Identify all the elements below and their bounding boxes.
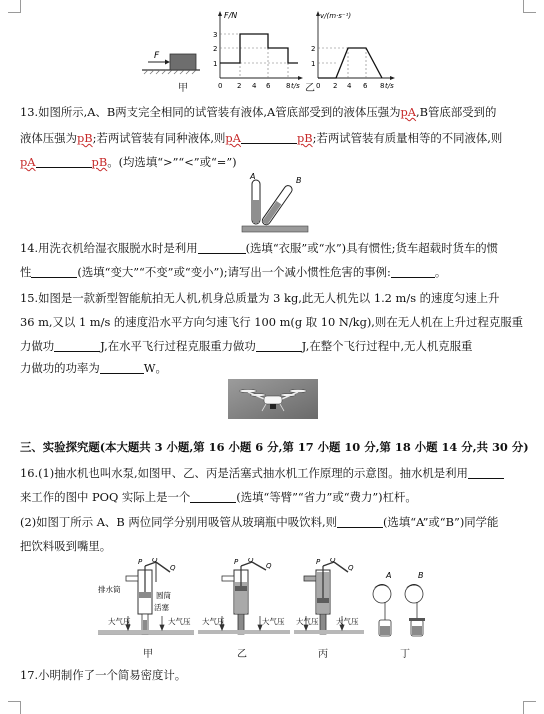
svg-text:大气压: 大气压: [262, 617, 285, 626]
answer-blank[interactable]: [468, 467, 504, 479]
x-tick: 2: [333, 82, 338, 90]
y-axis-label: v/(m·s⁻¹): [320, 12, 352, 20]
tube-label: B: [296, 176, 302, 185]
figure-caption: 甲: [178, 83, 188, 94]
answer-blank[interactable]: [337, 516, 383, 528]
svg-text:Q: Q: [170, 564, 176, 572]
answer-blank[interactable]: [31, 266, 77, 278]
svg-text:大气压: 大气压: [202, 617, 225, 626]
q13-line-3: pA pB。(均选填“>”“<”或“=”): [20, 155, 237, 169]
label-atm: 大气压: [108, 617, 131, 626]
answer-blank[interactable]: [54, 340, 100, 352]
y-tick: 1: [311, 60, 316, 68]
q13-line-1: 13.如图所示,A、B两支完全相同的试管装有液体,A管底部受到的液体压强为pA,B管底部受到的: [20, 105, 497, 119]
q15-line-3: 力做功 J,在水平飞行过程克服重力做功 J,在整个飞行过程中,无人机克服重: [20, 339, 473, 353]
svg-text:P: P: [234, 558, 239, 566]
answer-blank[interactable]: [391, 266, 435, 278]
pump-yi: [198, 558, 290, 634]
x-unit: t/s: [385, 82, 394, 90]
pump-figure: [98, 558, 448, 642]
answer-blank[interactable]: [190, 491, 236, 503]
corner-mark: [523, 0, 536, 13]
figure-caption: 乙: [305, 83, 315, 94]
y-axis-label: F/N: [224, 11, 238, 20]
section-title: 三、实验探究题(本大题共 3 小题,第 16 小题 6 分,第 17 小题 10 分,第 18 小题 14 分,共 30 分): [20, 440, 529, 454]
force-time-chart: [213, 11, 303, 90]
answer-blank[interactable]: [198, 242, 246, 254]
q15-line-1: 15.如图是一款新型智能航拍无人机,机身总质量为 3 kg,此无人机先以 1.2 m/s 的速度匀速上升: [20, 291, 500, 305]
force-label: F: [154, 51, 160, 61]
answer-blank[interactable]: [100, 362, 144, 374]
figure-caption: 丙: [318, 649, 328, 660]
force-line: [220, 34, 298, 63]
speed-time-chart: [311, 11, 395, 90]
figure-caption: 乙: [237, 649, 247, 660]
svg-text:Q: Q: [348, 564, 354, 572]
q14-line-1: 14.用洗衣机给湿衣服脱水时是利用 (选填“衣服”或“水”)具有惯性;货车超载时货车的惯: [20, 241, 499, 255]
q14-line-2: 性 (选填“变大”“不变”或“变小”);请写出一个减小惯性危害的事例: 。: [20, 265, 447, 279]
q16-line-1: 16.(1)抽水机也叫水泵,如图甲、乙、丙是活塞式抽水机工作原理的示意图。抽水机是利用: [20, 466, 524, 480]
svg-text:O: O: [330, 558, 336, 564]
corner-mark: [8, 701, 21, 714]
y-tick: 2: [311, 45, 316, 53]
q15-line-4: 力做功的功率为 W。: [20, 361, 167, 375]
svg-text:O: O: [248, 558, 254, 564]
x-tick: 8: [380, 82, 385, 90]
svg-text:O: O: [152, 558, 158, 564]
drone-photo: [228, 379, 318, 419]
q16-line-3: (2)如图丁所示 A、B 两位同学分别用吸管从玻璃瓶中吸饮料,则 (选填“A”或“B”)同学能: [20, 515, 499, 529]
label-atm: 大气压: [168, 617, 191, 626]
pump-bing: [294, 558, 364, 634]
label-outlet: 排水筒: [98, 585, 121, 594]
label-cylinder: 圆筒: [156, 591, 171, 600]
label-piston: 活塞: [154, 603, 169, 612]
y-tick: 3: [213, 31, 218, 39]
test-tubes-figure: [240, 172, 310, 234]
x-tick: 8: [286, 82, 291, 90]
x-tick: 6: [266, 82, 271, 90]
q16-line-2: 来工作的图中 POQ 实际上是一个 (选填“等臂”“省力”或“费力”)杠杆。: [20, 490, 417, 504]
x-tick: 0: [316, 82, 321, 90]
figure-caption: 丁: [400, 649, 410, 660]
answer-blank[interactable]: [241, 132, 297, 144]
svg-text:Q: Q: [266, 562, 272, 570]
q16-line-4: 把饮料吸到嘴里。: [20, 539, 112, 553]
y-tick: 1: [213, 60, 218, 68]
drinking-straws: [373, 571, 425, 636]
svg-text:P: P: [316, 558, 321, 566]
q15-line-2: 36 m,又以 1 m/s 的速度沿水平方向匀速飞行 100 m(g 取 10 N/kg),则在无人机在上升过程克服重: [20, 315, 524, 329]
answer-blank[interactable]: [256, 340, 302, 352]
svg-text:P: P: [138, 558, 143, 566]
pump-jia: [98, 558, 194, 634]
x-tick: 6: [363, 82, 368, 90]
x-tick: 4: [347, 82, 352, 90]
svg-text:B: B: [418, 571, 424, 580]
q13-line-2: 液体压强为pB;若两试管装有同种液体,则pA pB;若两试管装有质量相等的不同液体,则: [20, 131, 503, 145]
figure-caption: 甲: [143, 649, 153, 660]
x-tick: 4: [252, 82, 257, 90]
svg-text:大气压: 大气压: [296, 617, 319, 626]
corner-mark: [8, 0, 21, 13]
q17-line-1: 17.小明制作了一个简易密度计。: [20, 668, 187, 682]
x-tick: 0: [218, 82, 223, 90]
x-unit: t/s: [291, 82, 300, 90]
block-diagram: [142, 51, 200, 74]
svg-text:A: A: [386, 571, 392, 580]
svg-text:大气压: 大气压: [336, 617, 359, 626]
answer-blank[interactable]: [36, 156, 92, 168]
corner-mark: [523, 701, 536, 714]
tube-label: A: [250, 172, 256, 181]
y-tick: 2: [213, 45, 218, 53]
x-tick: 2: [237, 82, 242, 90]
